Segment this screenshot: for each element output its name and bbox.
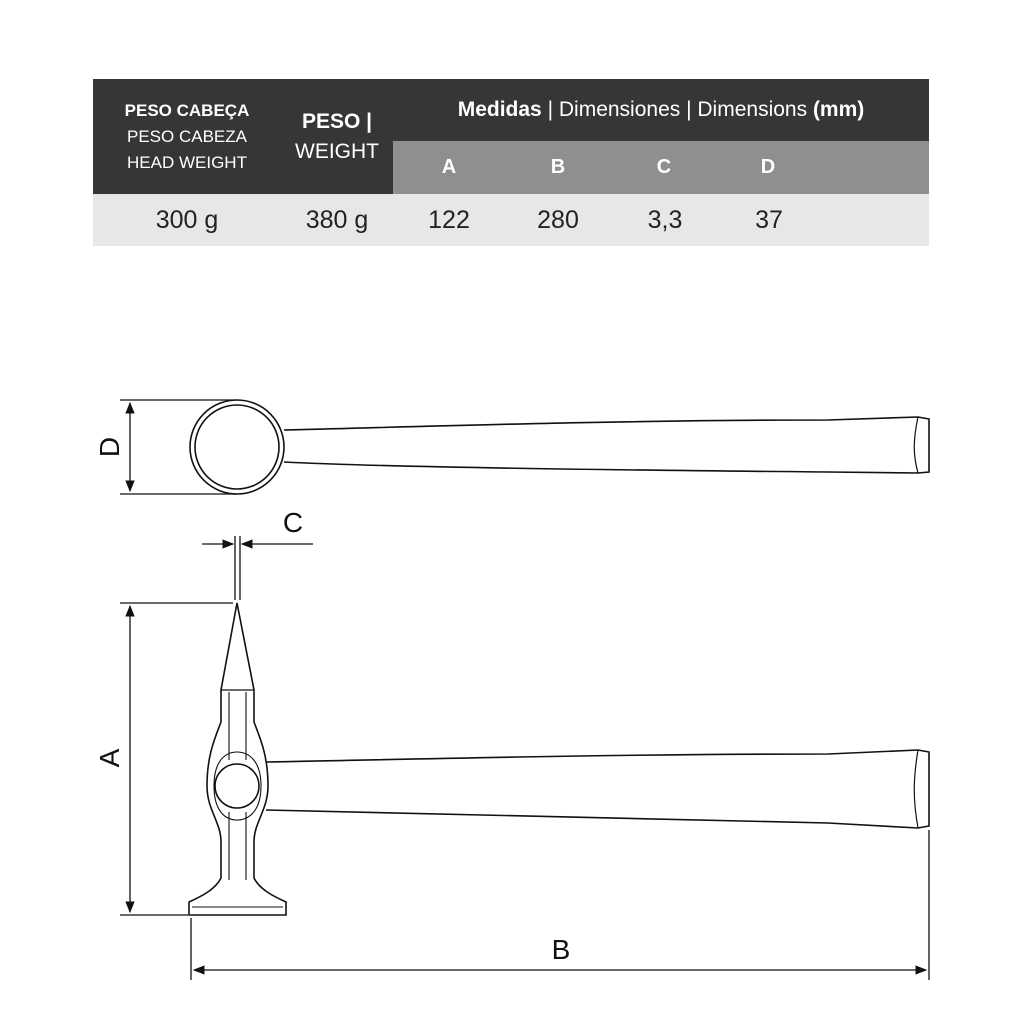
column-b-header: B [550,156,566,178]
weight-header-pt: PESO | [301,109,373,133]
dimension-a-label: A [94,748,125,768]
dimension-c-value: 3,3 [647,205,683,234]
weight-header-en: WEIGHT [295,139,379,163]
dimensions-header-pt: Medidas [457,98,542,121]
column-d-header: D [760,156,776,178]
dimension-c-label: C [282,507,304,538]
hammer-top-view [190,400,929,494]
weight-value: 380 g [305,205,369,234]
column-a-header: A [441,156,457,178]
side-view-handle [266,750,929,828]
head-weight-header-pt: PESO CABEÇA [124,100,250,120]
dimensions-header-unit: (mm) [812,98,865,121]
head-weight-header-es: PESO CABEZA [127,126,247,146]
head-weight-header-en: HEAD WEIGHT [127,152,247,172]
dimension-b-value: 280 [537,205,579,234]
dimension-d-label: D [94,436,125,458]
top-view-head [190,400,284,494]
head-weight-value: 300 g [155,205,219,234]
dimensions-header-es-en: | Dimensiones | Dimensions [541,98,813,121]
dimension-c [202,536,313,600]
dimension-d-value: 37 [755,205,783,234]
column-c-header: C [656,156,672,178]
hammer-side-view [189,603,929,915]
dimension-a-value: 122 [428,205,470,234]
side-view-head [189,603,286,915]
dimension-b-label: B [551,934,571,965]
top-view-handle [284,417,929,473]
